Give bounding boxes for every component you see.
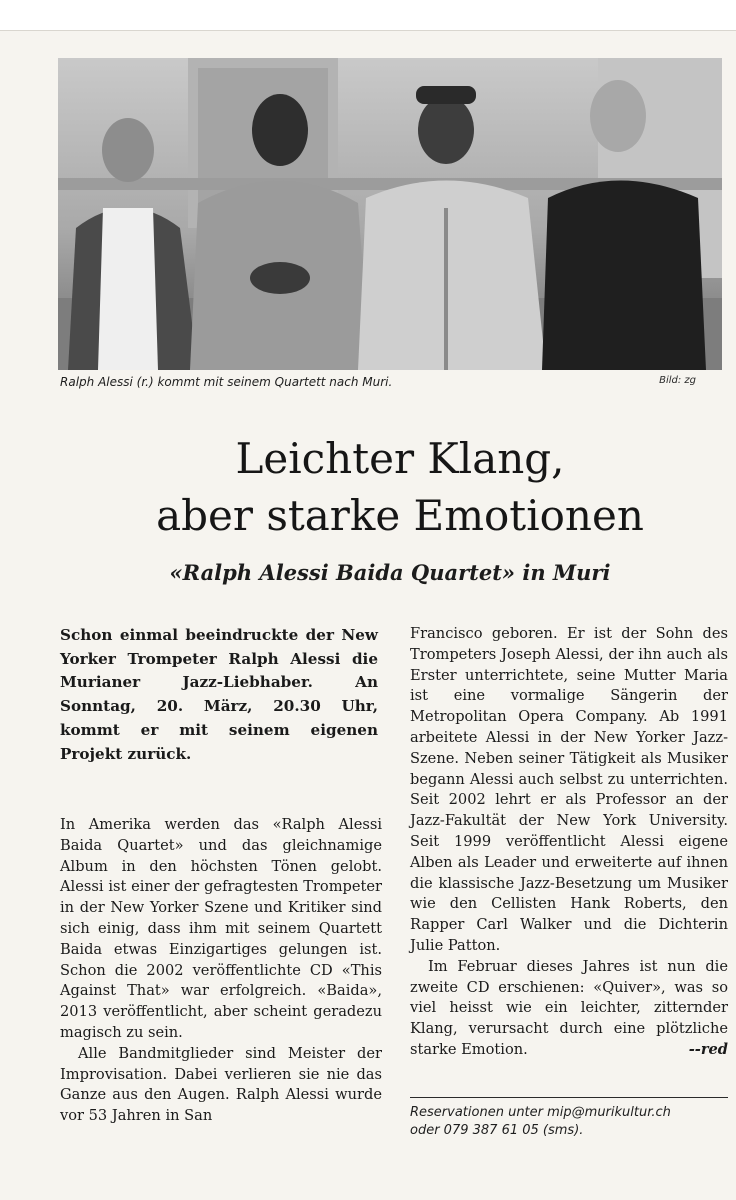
body-column-left	[60, 815, 382, 1127]
headline-line-2: aber starke Emotionen	[156, 491, 644, 540]
headline-line-1: Leichter Klang,	[235, 434, 565, 483]
subheadline: «Ralph Alessi Baida Quartet» in Muri	[169, 560, 611, 585]
lead-text: Schon einmal beeindruckte der New Yorker Trompeter Ralph Alessi die Murianer Jazz-Liebhaber. An Sonntag, 20. März, 20.30 Uhr, kommt er mit seinem eigenen Projekt zurück.	[60, 626, 378, 763]
body-column-right	[410, 624, 728, 1061]
page-top-edge	[0, 0, 736, 31]
body-right-paragraph-1: Francisco geboren. Er ist der Sohn des Trompeters Joseph Alessi, der ihn auch als Erster unterrichtete, seine Mutter Maria ist eine vormalige Sängerin der Metropolitan Opera Company. Ab 1991 arbeitete Alessi in der New Yorker Jazz-Szene. Neben seiner Tätigkeit als Musiker begann Alessi auch selbst zu unterrichten. Seit 2002 lehrt er als Professor an der Jazz-Fakultät der New York University. Seit 1999 veröffentlicht Alessi eigene Alben als Leader und erweiterte auf ihnen die klassische Jazz-Besetzung um Musiker wie den Cellisten Hank Roberts, den Rapper Carl Walker und die Dichterin Julie Patton.	[410, 625, 728, 954]
reservation-rule	[410, 1097, 728, 1098]
body-right-paragraph-2-text: Im Februar dieses Jahres ist nun die zweite CD erschienen: «Quiver», was so viel heisst wie ein leichter, zitternder Klang, verursacht durch eine plötzliche starke Emotion.	[410, 957, 728, 1058]
body-left-paragraph-1: In Amerika werden das «Ralph Alessi Baida Quartet» und das gleichnamige Album in den höchsten Tönen gelobt. Alessi ist einer der gefragtesten Trompeter in der New Yorker Szene und Kritiker sind sich einig, dass ihm mit seinem Quartett Baida etwas Einzigartiges gelungen ist. Schon die 2002 veröffentlichte CD «This Against That» war erfolgreich. «Baida», 2013 veröffentlicht, aber scheint geradezu magisch zu sein.	[60, 816, 382, 1041]
photo-credit: Bild: zg	[659, 375, 696, 386]
reservation-line-1: Reservationen unter mip@murikultur.ch	[410, 1105, 671, 1120]
body-left-paragraph-2: Alle Bandmitglieder sind Meister der Improvisation. Dabei verlieren sie nie das Ganze aus den Augen. Ralph Alessi wurde vor 53 Jahren in San	[60, 1044, 382, 1125]
reservation-info	[410, 1104, 730, 1140]
lead-paragraph	[60, 624, 378, 766]
band-photo	[58, 58, 722, 370]
band-photo-illustration	[58, 58, 722, 370]
body-right-paragraph-2	[410, 957, 728, 1061]
author-signature: --red	[688, 1040, 728, 1058]
photo-caption: Ralph Alessi (r.) kommt mit seinem Quartett nach Muri.	[60, 375, 393, 389]
reservation-line-2: oder 079 387 61 05 (sms).	[410, 1123, 584, 1138]
